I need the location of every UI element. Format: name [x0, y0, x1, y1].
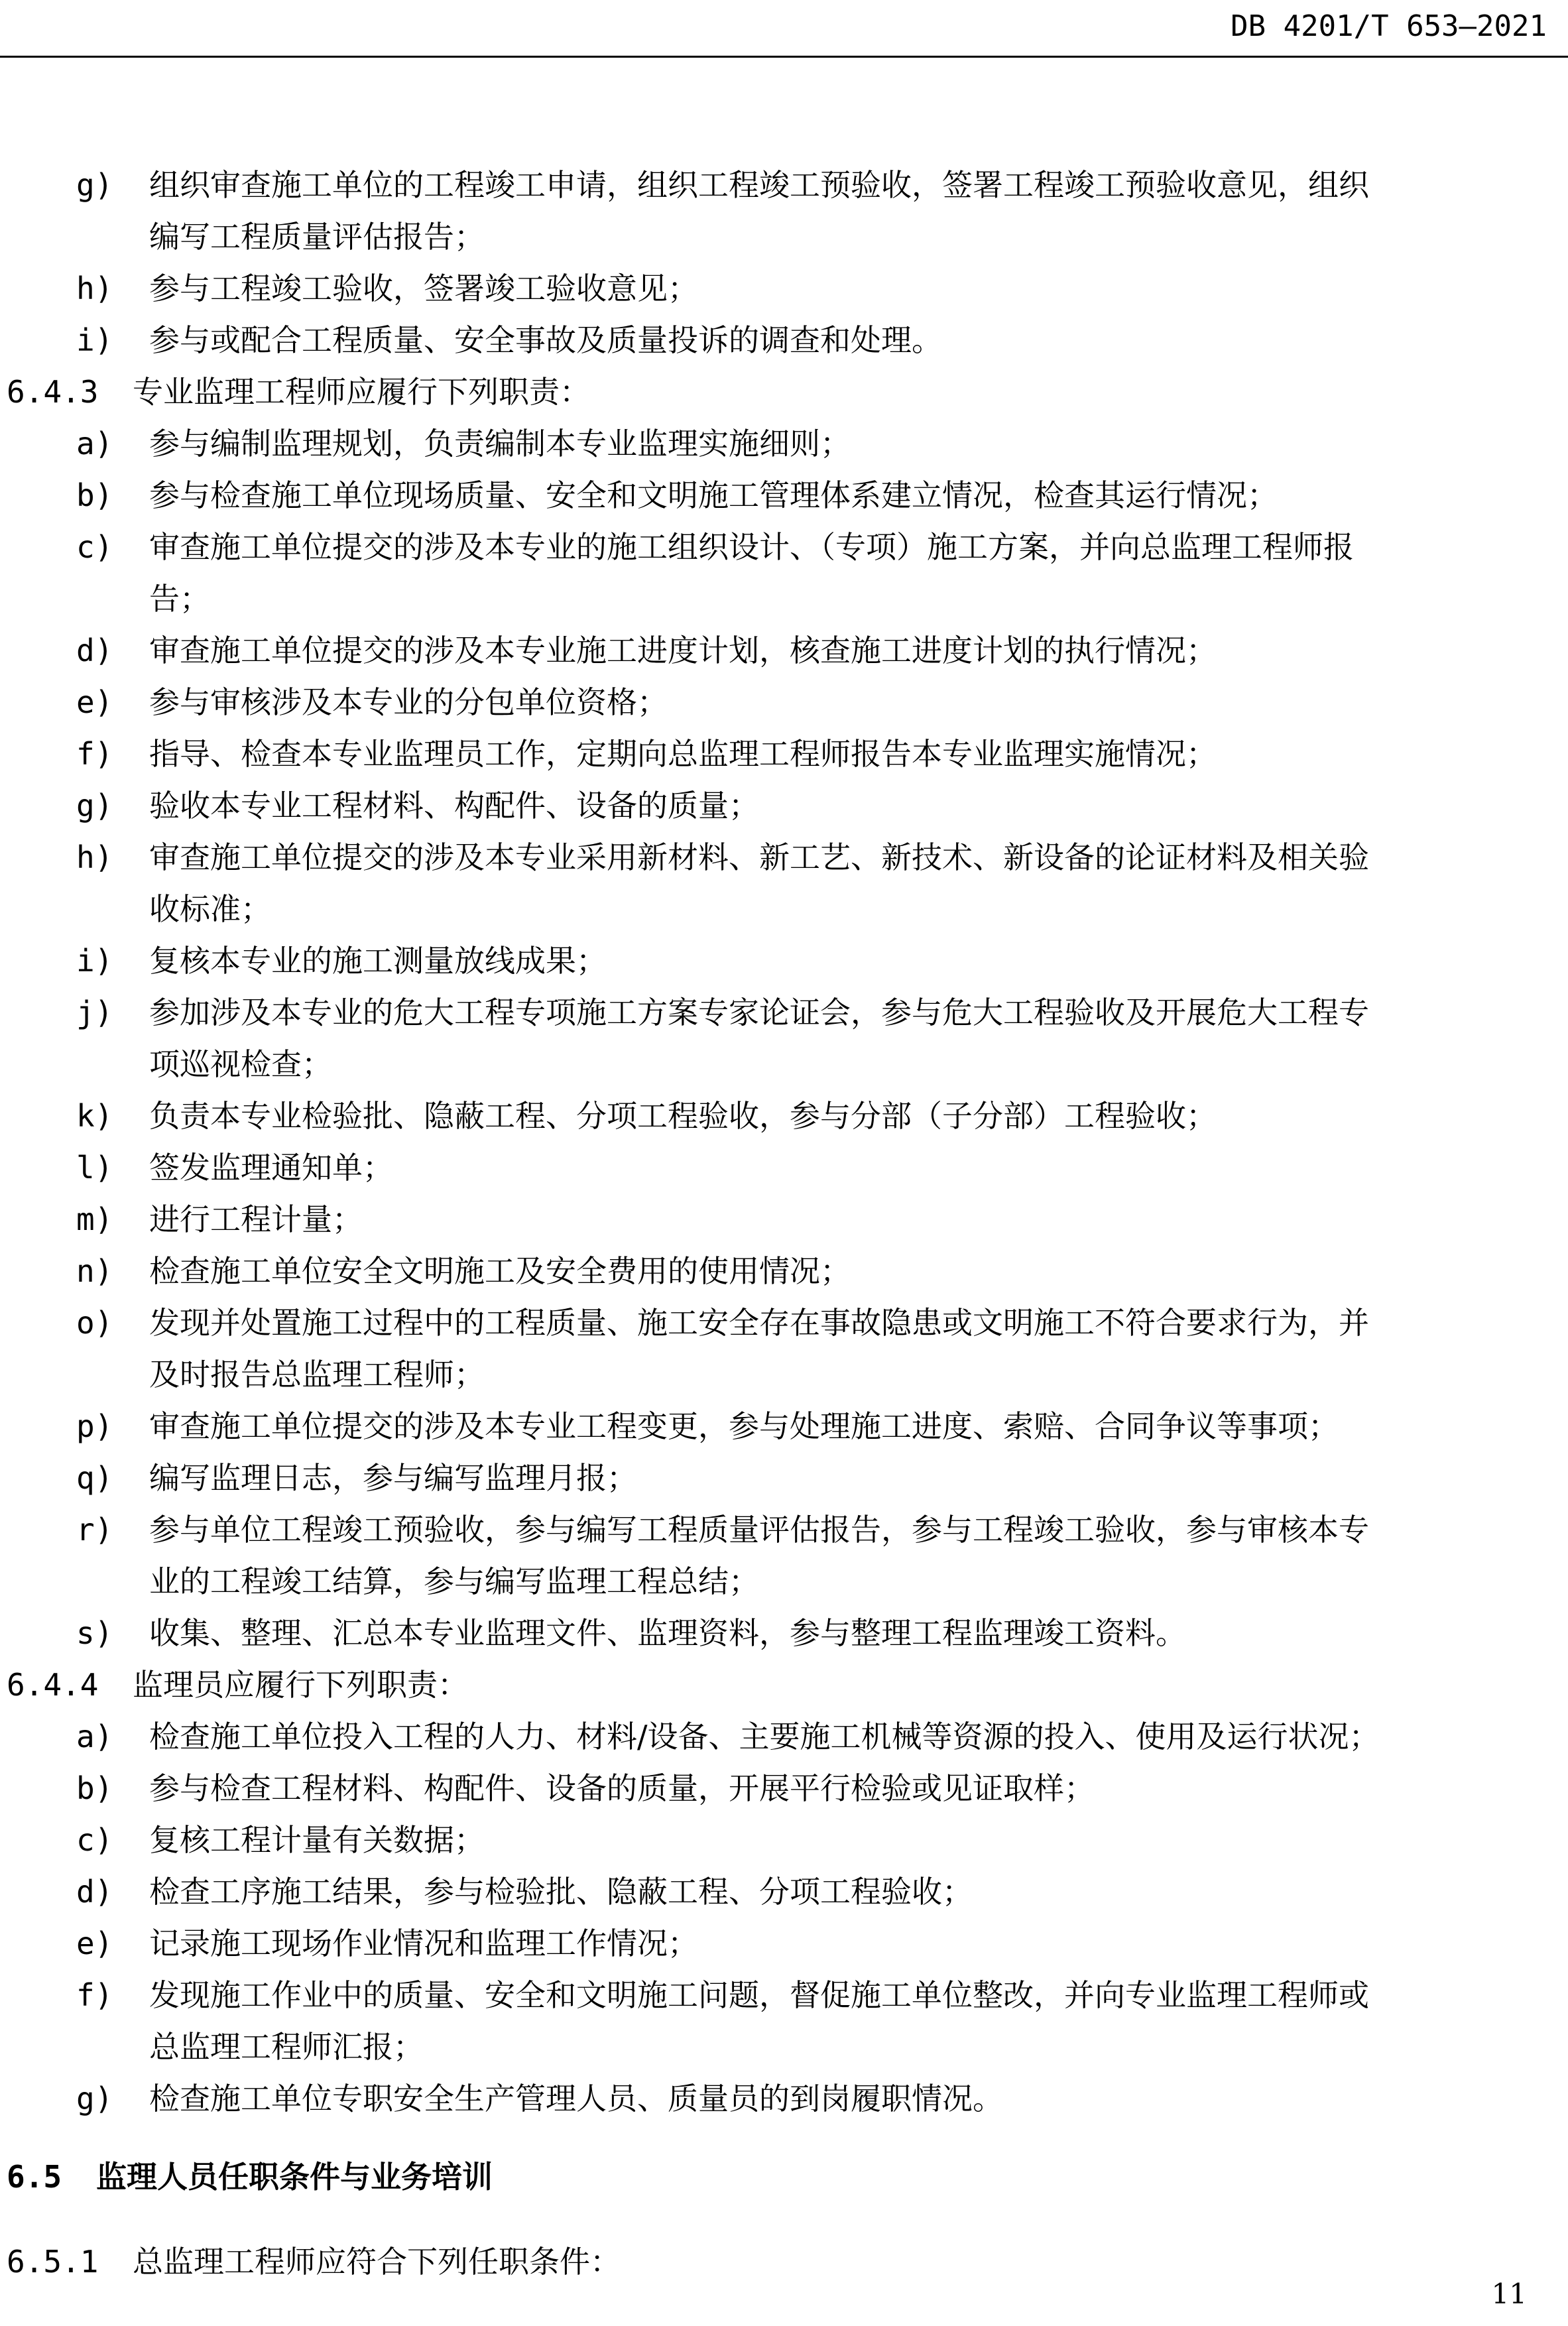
- list-item-text: 参与审核涉及本专业的分包单位资格；: [149, 684, 668, 720]
- list-item-text: 复核本专业的施工测量放线成果；: [149, 943, 607, 979]
- clause-text: 总监理工程师应符合下列任职条件：: [133, 2244, 621, 2280]
- list-item-text: 发现并处置施工过程中的工程质量、施工安全存在事故隐患或文明施工不符合要求行为，并: [149, 1305, 1369, 1341]
- list-item-text: 业的工程竣工结算，参与编写监理工程总结；: [149, 1563, 759, 1599]
- list-item-marker: b): [76, 477, 113, 513]
- list-item: [7, 1194, 1551, 1245]
- list-item-text: 验收本专业工程材料、构配件、设备的质量；: [149, 788, 759, 824]
- list-item-text: 参与工程竣工验收，签署竣工验收意见；: [149, 271, 698, 306]
- list-item: [7, 780, 1551, 831]
- list-item-text: 告；: [149, 581, 210, 617]
- list-item-text: 总监理工程师汇报；: [149, 2029, 424, 2065]
- list-item-text: 参与或配合工程质量、安全事故及质量投诉的调查和处理。: [149, 322, 942, 358]
- list-item-marker: h): [76, 839, 113, 875]
- list-item-text: 检查施工单位专职安全生产管理人员、质量员的到岗履职情况。: [149, 2081, 1003, 2116]
- list-item-marker: g): [76, 167, 113, 203]
- list-item: [7, 1142, 1551, 1194]
- list-item-marker: g): [76, 788, 113, 824]
- list-item-text: 收标准；: [149, 891, 271, 927]
- list-item-marker: c): [76, 1822, 113, 1858]
- list-item-text: 参加涉及本专业的危大工程专项施工方案专家论证会，参与危大工程验收及开展危大工程专: [149, 995, 1369, 1030]
- list-item-text: 检查施工单位安全文明施工及安全费用的使用情况；: [149, 1253, 851, 1289]
- list-item-text: 参与检查工程材料、构配件、设备的质量，开展平行检验或见证取样；: [149, 1770, 1095, 1806]
- list-item-text: 签发监理通知单；: [149, 1150, 393, 1186]
- clause-heading: [7, 366, 1551, 418]
- list-item-marker: c): [76, 529, 113, 565]
- list-item: [7, 831, 1551, 883]
- list-item: [7, 418, 1551, 469]
- list-item: [7, 263, 1551, 314]
- list-item: [7, 935, 1551, 987]
- list-item: [7, 1969, 1551, 2021]
- list-item-text: 发现施工作业中的质量、安全和文明施工问题，督促施工单位整改，并向专业监理工程师或: [149, 1977, 1369, 2013]
- list-item: [7, 1607, 1551, 1659]
- list-item-text: 记录施工现场作业情况和监理工作情况；: [149, 1926, 698, 1961]
- list-item: [7, 1452, 1551, 1504]
- list-item: [7, 1400, 1551, 1452]
- clause-text: 监理人员任职条件与业务培训: [96, 2159, 493, 2195]
- list-item-continuation: [7, 1038, 1551, 1090]
- list-item-marker: n): [76, 1253, 113, 1289]
- list-item-text: 参与编制监理规划，负责编制本专业监理实施细则；: [149, 426, 851, 461]
- list-item: [7, 1245, 1551, 1297]
- list-item-text: 组织审查施工单位的工程竣工申请，组织工程竣工预验收，签署工程竣工预验收意见，组织: [149, 167, 1369, 203]
- list-item-marker: d): [76, 633, 113, 668]
- list-item-marker: i): [76, 322, 113, 358]
- list-item-continuation: [7, 211, 1551, 263]
- list-item-marker: i): [76, 943, 113, 979]
- list-item-marker: j): [76, 995, 113, 1030]
- list-item-marker: g): [76, 2081, 113, 2116]
- list-item-marker: r): [76, 1512, 113, 1548]
- list-item-text: 及时报告总监理工程师；: [149, 1357, 485, 1392]
- list-item-text: 指导、检查本专业监理员工作，定期向总监理工程师报告本专业监理实施情况；: [149, 736, 1217, 772]
- list-item: [7, 987, 1551, 1038]
- section-heading: [7, 2151, 1551, 2203]
- list-item-text: 项巡视检查；: [149, 1046, 332, 1082]
- list-item-marker: l): [76, 1150, 113, 1186]
- list-item-continuation: [7, 1349, 1551, 1400]
- list-item: [7, 1762, 1551, 1814]
- clause-text: 专业监理工程师应履行下列职责：: [133, 374, 590, 410]
- list-item: [7, 159, 1551, 211]
- list-item: [7, 676, 1551, 728]
- list-item: [7, 625, 1551, 676]
- list-item: [7, 314, 1551, 366]
- list-item-text: 编写监理日志，参与编写监理月报；: [149, 1460, 637, 1496]
- list-item-text: 审查施工单位提交的涉及本专业采用新材料、新工艺、新技术、新设备的论证材料及相关验: [149, 839, 1369, 875]
- list-item-text: 进行工程计量；: [149, 1201, 363, 1237]
- list-item-marker: f): [76, 1977, 113, 2013]
- list-item-text: 参与检查施工单位现场质量、安全和文明施工管理体系建立情况，检查其运行情况；: [149, 477, 1278, 513]
- list-item-continuation: [7, 2021, 1551, 2073]
- list-item-marker: h): [76, 271, 113, 306]
- list-item-text: 审查施工单位提交的涉及本专业施工进度计划，核查施工进度计划的执行情况；: [149, 633, 1217, 668]
- list-item-marker: a): [76, 426, 113, 461]
- list-item-text: 参与单位工程竣工预验收，参与编写工程质量评估报告，参与工程竣工验收，参与审核本专: [149, 1512, 1369, 1548]
- clause-heading: [7, 2236, 1551, 2288]
- list-item-marker: m): [76, 1201, 113, 1237]
- list-item-marker: b): [76, 1770, 113, 1806]
- list-item: [7, 2073, 1551, 2124]
- list-item-marker: a): [76, 1719, 113, 1754]
- list-item: [7, 521, 1551, 573]
- page-number: 11: [1491, 2278, 1527, 2310]
- list-item-marker: p): [76, 1408, 113, 1444]
- document-code: DB 4201/T 653—2021: [1231, 9, 1547, 43]
- clause-number: 6.4.3: [7, 374, 99, 410]
- list-item-text: 检查工序施工结果，参与检验批、隐蔽工程、分项工程验收；: [149, 1874, 973, 1910]
- list-item: [7, 1866, 1551, 1918]
- list-item-marker: q): [76, 1460, 113, 1496]
- list-item-marker: e): [76, 684, 113, 720]
- document-body: [7, 159, 1551, 2288]
- list-item-marker: s): [76, 1615, 113, 1651]
- list-item-text: 审查施工单位提交的涉及本专业工程变更，参与处理施工进度、索赔、合同争议等事项；: [149, 1408, 1339, 1444]
- clause-text: 监理员应履行下列职责：: [133, 1667, 468, 1703]
- clause-number: 6.5.1: [7, 2244, 99, 2280]
- list-item: [7, 1504, 1551, 1556]
- list-item-marker: e): [76, 1926, 113, 1961]
- list-item-text: 审查施工单位提交的涉及本专业的施工组织设计、（专项）施工方案，并向总监理工程师报: [149, 529, 1354, 565]
- list-item: [7, 728, 1551, 780]
- list-item-marker: f): [76, 736, 113, 772]
- clause-heading: [7, 1659, 1551, 1711]
- list-item: [7, 469, 1551, 521]
- list-item-marker: k): [76, 1098, 113, 1134]
- list-item: [7, 1711, 1551, 1762]
- list-item-text: 收集、整理、汇总本专业监理文件、监理资料，参与整理工程监理竣工资料。: [149, 1615, 1186, 1651]
- list-item-text: 检查施工单位投入工程的人力、材料/设备、主要施工机械等资源的投入、使用及运行状况；: [149, 1719, 1380, 1754]
- list-item-continuation: [7, 573, 1551, 625]
- header-rule: [0, 56, 1568, 58]
- clause-number: 6.4.4: [7, 1667, 99, 1703]
- list-item: [7, 1918, 1551, 1969]
- list-item-marker: o): [76, 1305, 113, 1341]
- list-item-text: 编写工程质量评估报告；: [149, 219, 485, 255]
- list-item-marker: d): [76, 1874, 113, 1910]
- list-item-continuation: [7, 1556, 1551, 1607]
- list-item: [7, 1090, 1551, 1142]
- clause-number: 6.5: [7, 2159, 62, 2195]
- list-item-continuation: [7, 883, 1551, 935]
- list-item-text: 复核工程计量有关数据；: [149, 1822, 485, 1858]
- list-item-text: 负责本专业检验批、隐蔽工程、分项工程验收，参与分部（子分部）工程验收；: [149, 1098, 1217, 1134]
- list-item: [7, 1814, 1551, 1866]
- list-item: [7, 1297, 1551, 1349]
